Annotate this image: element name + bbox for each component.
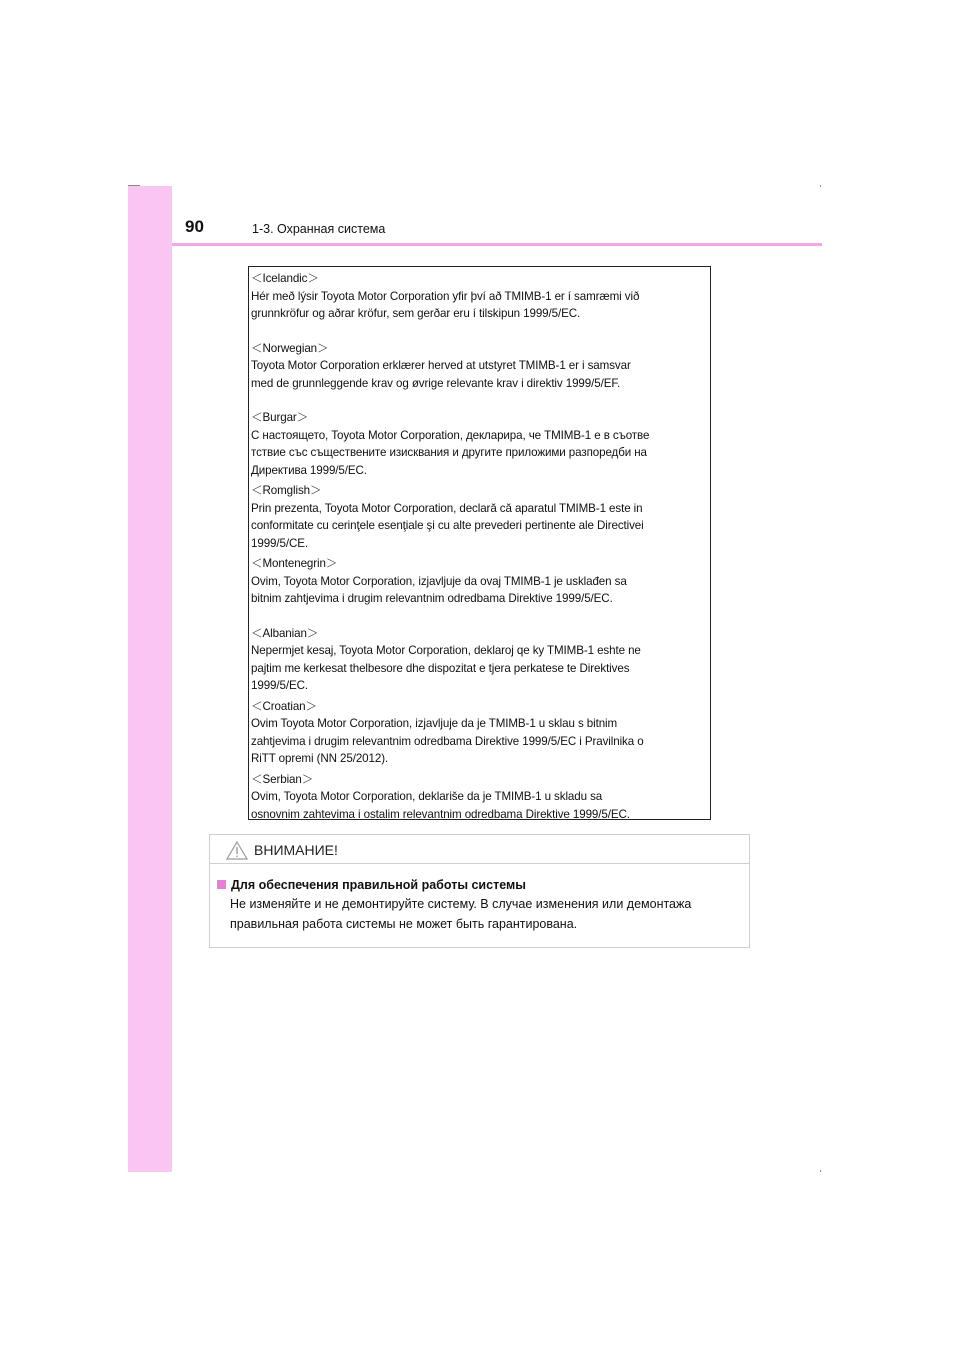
declaration-line: pajtim me kerkesat thelbesore dhe dispozitat e tjera perkatese te Direktives	[251, 661, 630, 675]
declaration-line: Ovim, Toyota Motor Corporation, deklariše da je TMIMB-1 u skladu sa	[251, 790, 603, 803]
section-title: 1-3. Охранная система	[252, 222, 386, 236]
declaration-line: zahtjevima i drugim relevantnim odredbama Direktive 1999/5/EC i Pravilnika o	[251, 734, 644, 748]
warning-heading	[217, 878, 749, 892]
declaration-line: тствие със съществените изисквания и другите приложими разпоредби на	[251, 446, 647, 459]
declaration-language: ＜Icelandic＞	[251, 272, 319, 285]
declaration-line: bitnim zahtjevima i drugim relevantnim odredbama Direktive 1999/5/EC.	[251, 592, 613, 605]
warning-triangle-icon	[226, 841, 248, 865]
declarations-list	[251, 270, 710, 823]
declaration-line: med de grunnleggende krav og øvrige relevante krav i direktiv 1999/5/EF.	[251, 376, 621, 390]
declaration-line: Директива 1999/5/EC.	[251, 463, 367, 477]
declaration-line: grunnkröfur og aðrar kröfur, sem gerðar eru í tilskipun 1999/5/EC.	[251, 307, 581, 320]
declaration-line: Ovim Toyota Motor Corporation, izjavljuje da je TMIMB-1 u sklau s bitnim	[251, 717, 618, 730]
declarations-box	[248, 266, 711, 820]
declaration-block	[251, 482, 710, 552]
declaration-block	[251, 340, 710, 393]
header-rule	[172, 243, 822, 246]
declaration-block	[251, 555, 710, 608]
declaration-block	[251, 771, 710, 824]
declaration-line: Prin prezenta, Toyota Motor Corporation, declară că aparatul TMIMB-1 este in	[251, 501, 643, 515]
crop-mark	[820, 185, 821, 187]
declaration-block	[251, 698, 710, 768]
warning-text-line: правильная работа системы не может быть гарантирована.	[230, 917, 578, 931]
declaration-line: С настоящето, Toyota Motor Corporation, декларира, че TMIMB-1 е в съотве	[251, 428, 650, 442]
declaration-line: 1999/5/CE.	[251, 536, 309, 550]
declaration-line: Ovim, Toyota Motor Corporation, izjavljuje da ovaj TMIMB-1 je usklađen sa	[251, 574, 627, 588]
declaration-gap	[251, 323, 710, 340]
warning-header	[210, 835, 749, 864]
warning-text-line: Не изменяйте и не демонтируйте систему. В случае изменения или демонтажа	[230, 897, 692, 911]
declaration-block	[251, 409, 710, 479]
declaration-language: ＜Norwegian＞	[251, 341, 329, 355]
warning-box	[209, 834, 750, 948]
declaration-language: ＜Montenegrin＞	[251, 557, 338, 570]
declaration-line: conformitate cu cerinţele esenţiale şi cu alte prevederi pertinente ale Directivei	[251, 519, 644, 532]
declaration-gap	[251, 608, 710, 625]
declaration-block	[251, 625, 710, 695]
declaration-line: Toyota Motor Corporation erklærer herved at utstyret TMIMB-1 er i samsvar	[251, 359, 631, 372]
declaration-line: 1999/5/EC.	[251, 679, 309, 692]
declaration-gap	[251, 392, 710, 409]
warning-title: ВНИМАНИЕ!	[254, 842, 338, 858]
declaration-line: Nepermjet kesaj, Toyota Motor Corporation, deklaroj qe ky TMIMB-1 eshte ne	[251, 644, 641, 657]
warning-text	[217, 894, 749, 934]
declaration-language: ＜Albanian＞	[251, 626, 319, 640]
declaration-language: ＜Romglish＞	[251, 484, 322, 497]
declaration-line: RiTT opremi (NN 25/2012).	[251, 752, 389, 765]
page-number: 90	[185, 217, 204, 236]
declaration-language: ＜Burgar＞	[251, 411, 309, 424]
warning-heading-text: Для обеспечения правильной работы системы	[231, 878, 526, 892]
chapter-side-band	[128, 186, 172, 1172]
warning-body	[210, 864, 749, 934]
declaration-language: ＜Croatian＞	[251, 699, 318, 713]
declaration-line: osnovnim zahtevima i ostalim relevantnim odredbama Direktive 1999/5/EC.	[251, 807, 630, 821]
crop-mark	[820, 1170, 821, 1172]
square-bullet-icon	[217, 880, 226, 889]
declaration-language: ＜Serbian＞	[251, 772, 314, 786]
declaration-line: Hér með lýsir Toyota Motor Corporation yfir því að TMIMB-1 er í samræmi við	[251, 289, 640, 303]
declaration-block	[251, 270, 710, 323]
